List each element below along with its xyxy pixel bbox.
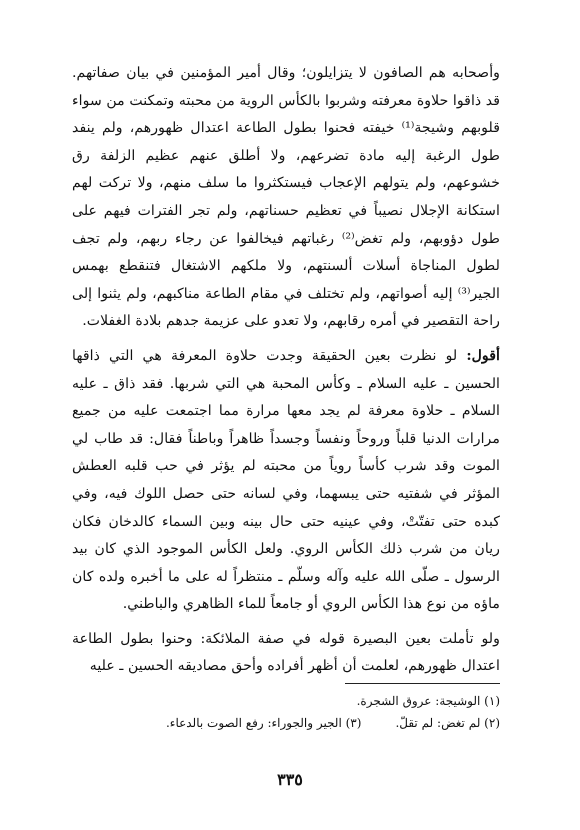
footnote: (٣) الجير والجوراء: رفع الصوت بالدعاء. — [165, 716, 362, 730]
paragraph-text: ولو تأملت بعين البصيرة قوله في صفة الملائكة: وحنوا بطول الطاعة اعتدال ظهورهم، لعلمت أن أظهر أفراده وأحق مصاديقه الحسين ـ عليه — [72, 630, 500, 675]
paragraph — [72, 343, 500, 619]
main-text — [72, 60, 500, 681]
paragraph-text: لو نظرت بعين الحقيقة وجدت حلاوة المعرفة هي التي ذاقها الحسين ـ عليه السلام ـ وكأس المحبة هي التي شربها. فقد ذاق ـ عليه السلام ـ حلاوة معرفة لم يجد معها مرارة مما اجتمعت عليه من جميع مرارات الدنيا قلباً وروحاً ونفساً وجسداً ظاهراً وباطناً فقال: قد طاب لي الموت وقد شرب كأساً روياً من محبته لم يؤثر في حب قلبه العطش المؤثر في شفتيه حتى يبسهما، وفي لسانه حتى حصل اللوك فيه، وفي كبده حتى تفتّتْ، وفي عينيه حتى حال بينه وبين السماء كالدخان فكان ريان من شرب ذلك الكأس الروي. ولعل الكأس الموجود الذي كان بيد الرسول ـ صلّى الله عليه وآله وسلّم ـ منتظراً له على ما أخبره ولده كان ماؤه من نوع هذا الكأس الروي أو جامعاً للماء الظاهري والباطني. — [72, 347, 500, 613]
footnote: (١) الوشيجة: عروق الشجرة. — [356, 694, 500, 708]
paragraph-lead: أقول: — [466, 347, 500, 364]
paragraph — [72, 60, 500, 336]
footnote-divider — [345, 683, 500, 684]
footnotes — [72, 690, 500, 734]
paragraph — [72, 626, 500, 681]
footnote-row — [72, 712, 500, 734]
footnote: (٢) لم تغض: لم تقلّ. — [395, 716, 500, 730]
page-number: ٣٣٥ — [277, 770, 303, 789]
paragraph-text: وأصحابه هم الصافون لا يتزايلون؛ وقال أمير المؤمنين في بيان صفاتهم. قد ذاقوا حلاوة معرفته وشربوا بالكأس الروية من محبته وتمكنت من سواء قلوبهم وشيجة⁽¹⁾ خيفته فحنوا بطول الطاعة اعتدال ظهورهم، ولم ينفد طول الرغبة إليه مادة تضرعهم، ولا أطلق عنهم عظيم الزلفة رق خشوعهم، ولم يتولهم الإعجاب فيستكثروا ما سلف منهم، ولا تركت لهم استكانة الإجلال نصيباً في تعظيم حسناتهم، ولم تجر الفترات فيهم على طول دؤوبهم، ولم تغض⁽²⁾ رغباتهم فيخالفوا عن رجاء ربهم، ولم تجف لطول المناجاة أسلات ألسنتهم، ولا ملكهم الاشتغال فتنقطع بهمس الجير⁽³⁾ إليه أصواتهم، ولم تختلف في مقام الطاعة مناكبهم، ولم يثنوا إلى راحة التقصير في أمره رقابهم، ولا تعدو على عزيمة جدهم بلادة الغفلات. — [72, 65, 501, 330]
